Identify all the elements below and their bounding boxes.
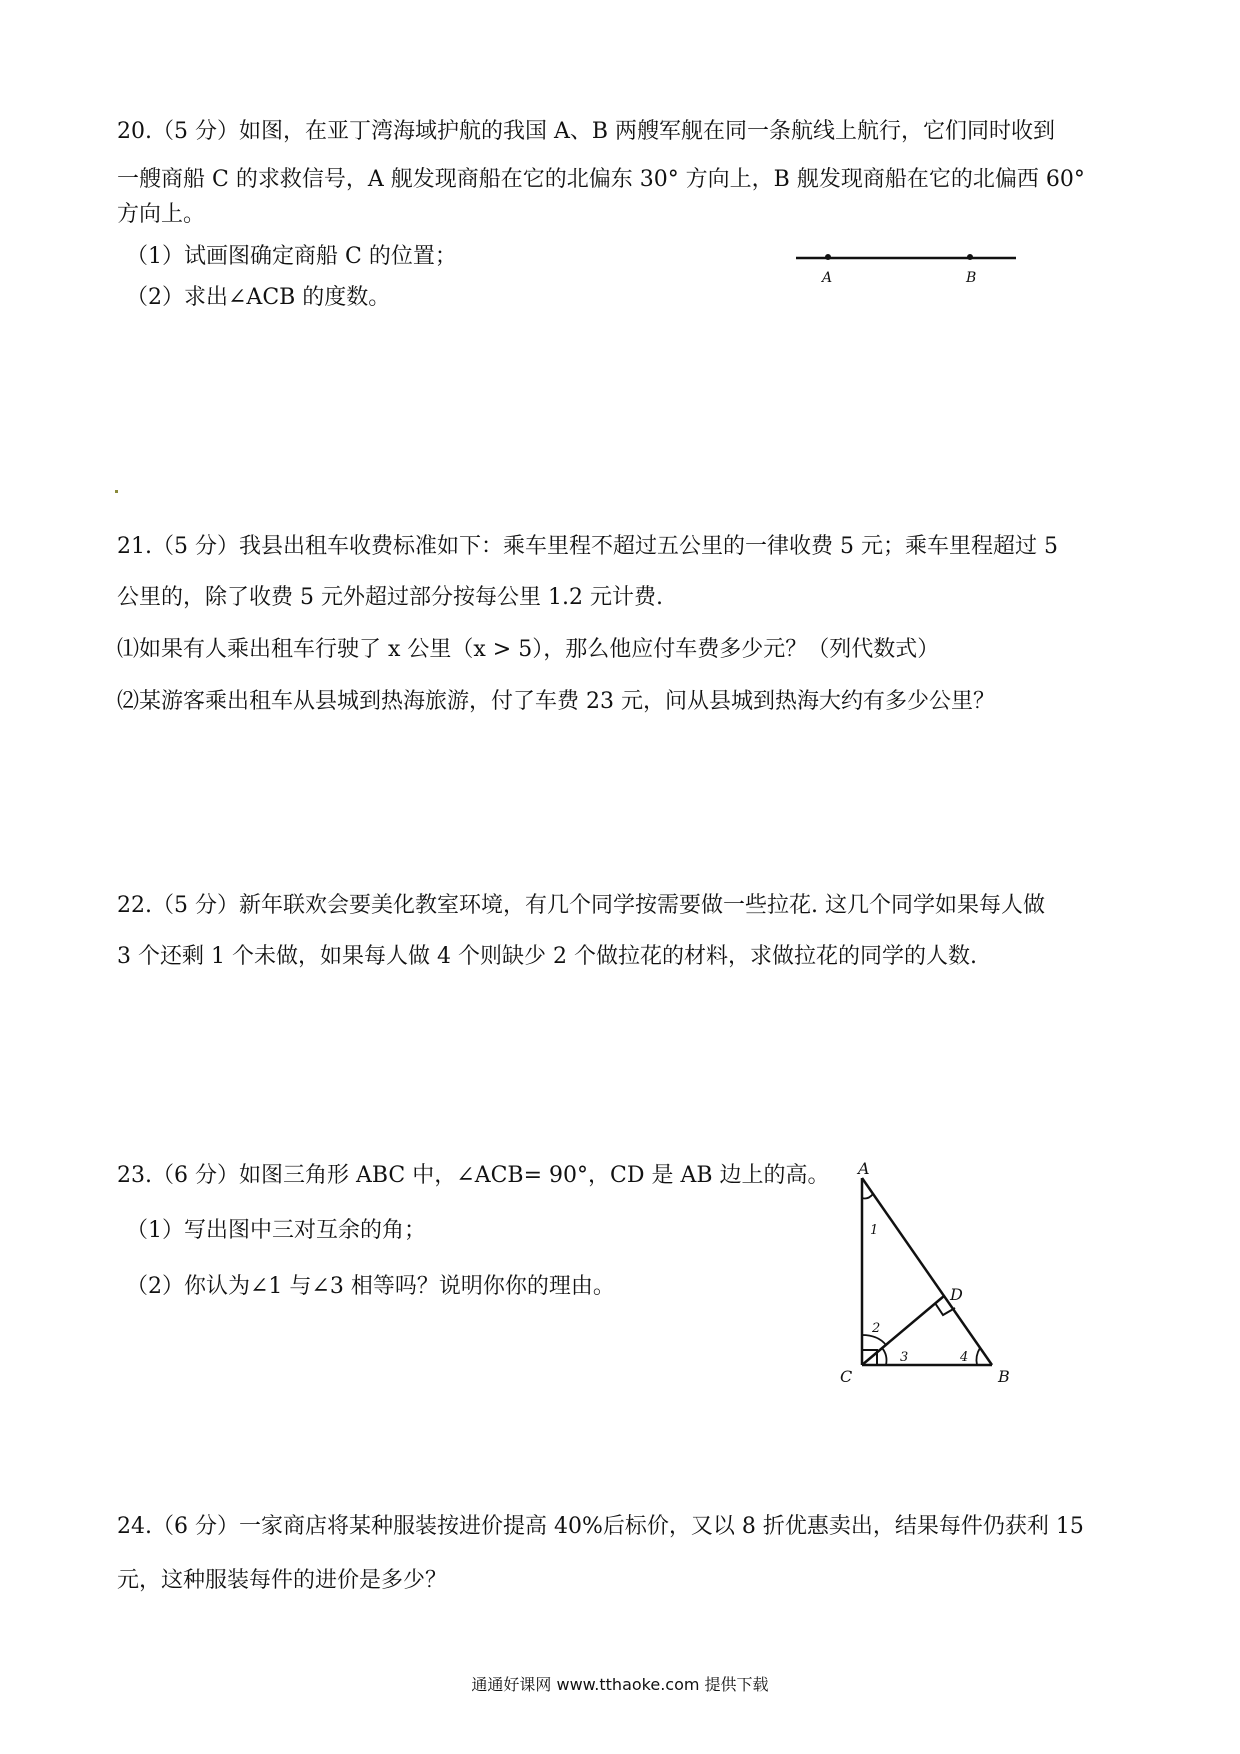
stray-dot xyxy=(115,490,118,493)
q20-line-2: 一艘商船 C 的求救信号，A 舰发现商船在它的北偏东 30° 方向上，B 舰发现商船在它的北偏西 60° xyxy=(117,167,1085,192)
q23-subquestion-1: （1）写出图中三对互余的角； xyxy=(126,1218,426,1243)
q21-line-1: 21.（5 分）我县出租车收费标准如下：乘车里程不超过五公里的一律收费 5 元；乘车里程超过 5 xyxy=(117,534,1058,559)
q20-subquestion-2: （2）求出∠ACB 的度数。 xyxy=(126,285,391,310)
q20-point-a xyxy=(825,254,831,260)
q22-line-2: 3 个还剩 1 个未做，如果每人做 4 个则缺少 2 个做拉花的材料，求做拉花的同学的人数. xyxy=(117,944,977,969)
q22-line-1: 22.（5 分）新年联欢会要美化教室环境，有几个同学按需要做一些拉花. 这几个同学如果每人做 xyxy=(117,893,1045,918)
q20-line-3: 方向上。 xyxy=(117,202,206,227)
q23-angle-arc-2 xyxy=(862,1335,886,1345)
q20-label-b: B xyxy=(966,270,977,286)
q23-angle-arc-4 xyxy=(976,1348,980,1365)
q23-figure-triangle xyxy=(820,1160,1020,1390)
q23-label-b: B xyxy=(998,1367,1010,1386)
q23-angle-label-1: 1 xyxy=(870,1223,879,1238)
q23-label-c: C xyxy=(840,1367,853,1386)
q21-subquestion-1: ⑴如果有人乘出租车行驶了 x 公里（x > 5），那么他应付车费多少元？（列代数式） xyxy=(117,637,940,662)
q23-right-angle-d xyxy=(935,1303,955,1315)
q23-label-d: D xyxy=(950,1285,963,1304)
q23-subquestion-2: （2）你认为∠1 与∠3 相等吗？说明你你的理由。 xyxy=(126,1274,615,1299)
q20-figure-line-ab xyxy=(790,240,1030,290)
q23-side-ab xyxy=(862,1178,992,1365)
q23-angle-arc-3 xyxy=(882,1348,887,1365)
page-footer: 通通好课网 www.tthaoke.com 提供下载 xyxy=(471,1675,769,1694)
q23-angle-label-2: 2 xyxy=(872,1321,881,1336)
q24-line-2: 元，这种服装每件的进价是多少？ xyxy=(117,1568,448,1593)
q23-angle-arc-1 xyxy=(862,1194,873,1199)
q21-line-2: 公里的，除了收费 5 元外超过部分按每公里 1.2 元计费. xyxy=(117,585,663,610)
q21-subquestion-2: ⑵某游客乘出租车从县城到热海旅游，付了车费 23 元，问从县城到热海大约有多少公里？ xyxy=(117,689,995,714)
q20-line-1: 20.（5 分）如图，在亚丁湾海域护航的我国 A、B 两艘军舰在同一条航线上航行，它们同时收到 xyxy=(117,119,1056,144)
q20-point-b xyxy=(967,254,973,260)
q20-label-a: A xyxy=(822,270,833,286)
q23-line-1: 23.（6 分）如图三角形 ABC 中，∠ACB= 90°，CD 是 AB 边上的高。 xyxy=(117,1163,830,1188)
q24-line-1: 24.（6 分）一家商店将某种服装按进价提高 40%后标价，又以 8 折优惠卖出，结果每件仍获利 15 xyxy=(117,1514,1084,1539)
q23-label-a: A xyxy=(858,1160,870,1178)
q23-angle-label-3: 3 xyxy=(900,1350,909,1365)
q20-subquestion-1: （1）试画图确定商船 C 的位置； xyxy=(126,244,457,269)
q23-angle-label-4: 4 xyxy=(960,1350,969,1365)
